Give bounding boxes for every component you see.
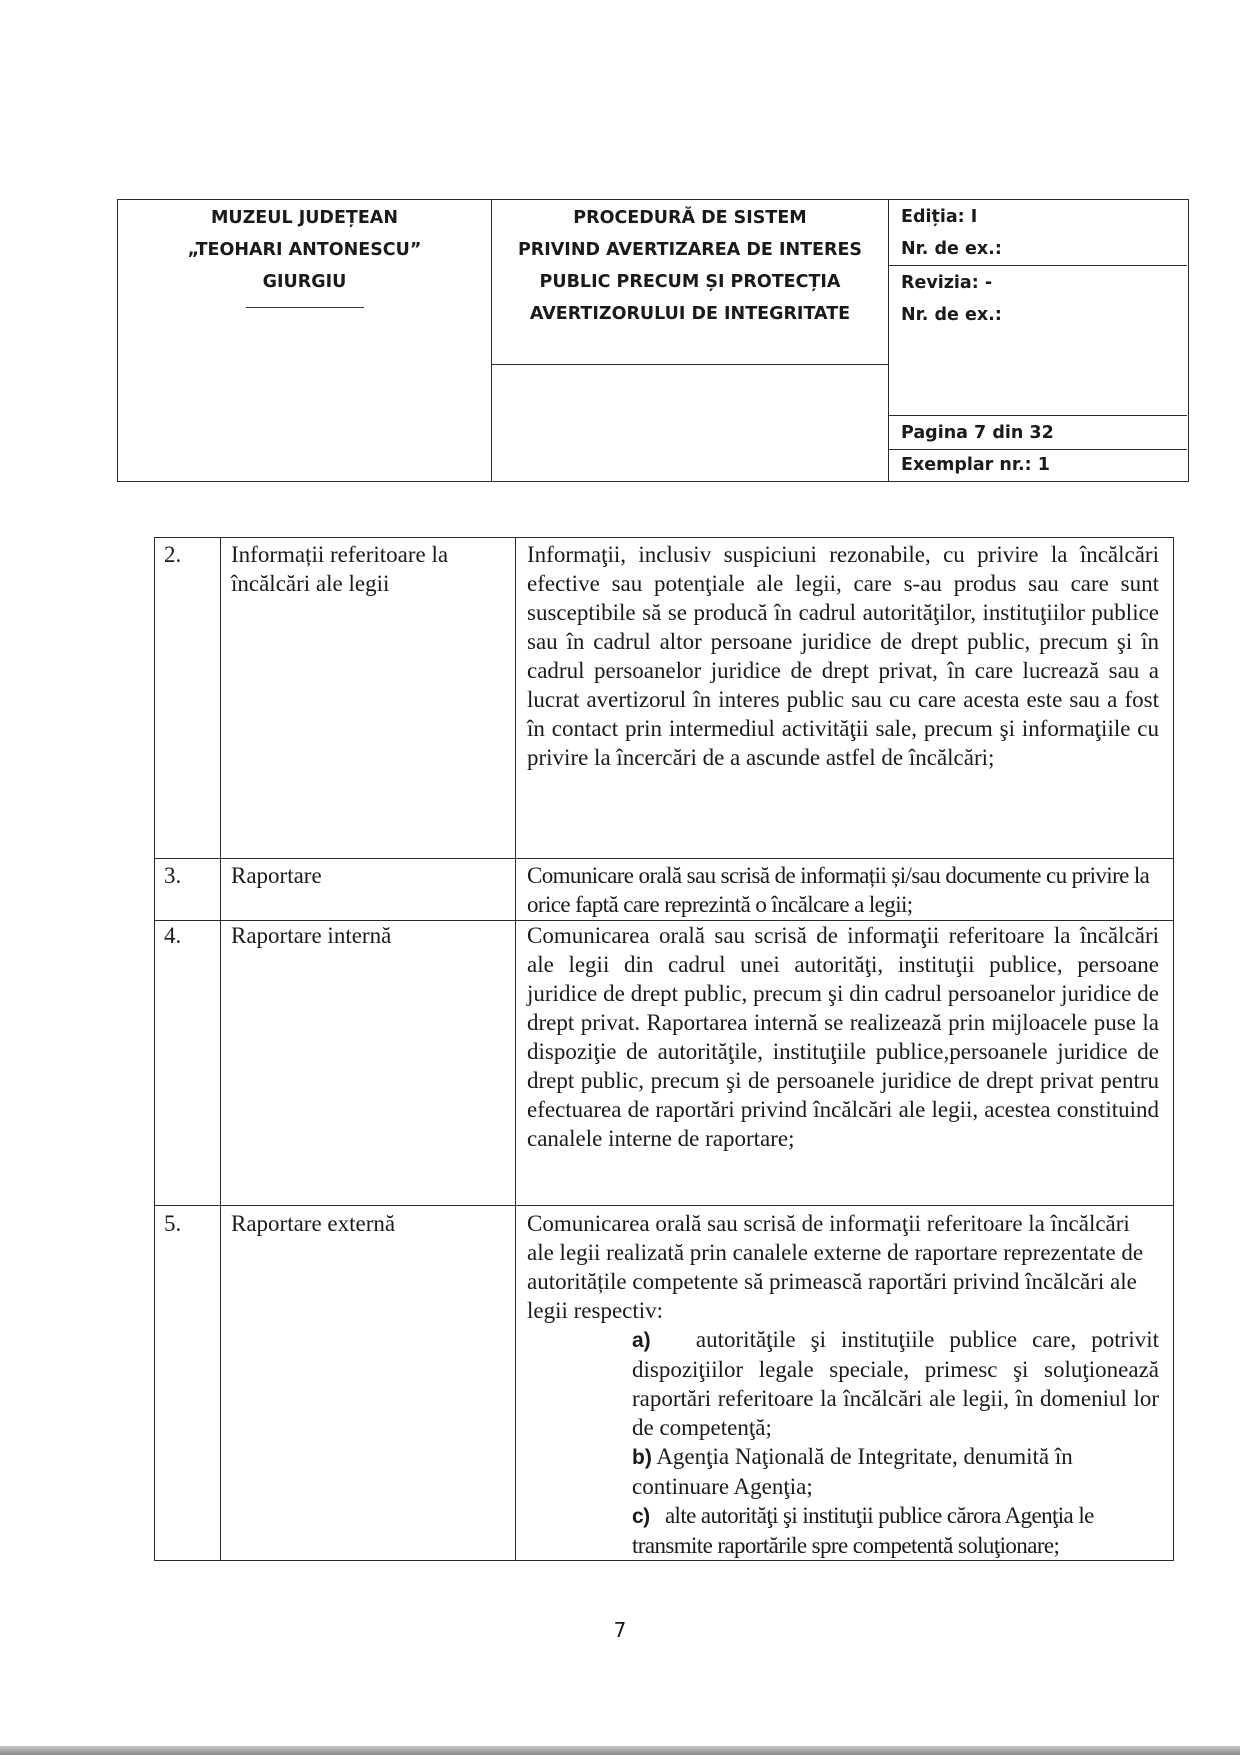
row-number: 5. (155, 1206, 221, 1561)
list-item-text: alte autorităţi şi instituţii publice cărora Agenţia le transmite raportările spre competentă soluţionare; (632, 1503, 1094, 1558)
list-item (632, 1442, 1159, 1501)
list-item-label: a) (632, 1329, 651, 1352)
term-cell: Raportare internă (221, 921, 516, 1206)
procedure-title-line-4: AVERTIZORULUI DE INTEGRITATE (529, 304, 851, 324)
list-item (632, 1501, 1159, 1560)
copies-label-2: Nr. de ex.: (901, 305, 1002, 325)
signature-line (246, 307, 364, 308)
list-item-text: Agenţia Naţională de Integritate, denumită în continuare Agenţia; (632, 1444, 1073, 1499)
page-count-label: Pagina 7 din 32 (889, 416, 1187, 450)
procedure-title-line-1: PROCEDURĂ DE SISTEM (573, 208, 807, 228)
definition-intro: Comunicarea orală sau scrisă de informaţii referitoare la încălcări ale legii realizată prin canalele externe de raportare reprezentate de autoritățile competente să primească raportări privind încălcări ale legii respectiv: (527, 1211, 1144, 1323)
page-edge (0, 1746, 1240, 1755)
table-row (155, 921, 1174, 1206)
procedure-title-line-3: PUBLIC PRECUM ȘI PROTECȚIA (539, 272, 841, 292)
definition-cell: Informaţii, inclusiv suspiciuni rezonabile, cu privire la încălcări efective sau potenţiale ale legii, care s-au produs sau care sunt susceptibile să se producă în cadrul autorităţilor, instituţiilor publice sau în cadrul altor persoane juridice de drept public, precum şi în cadrul persoanelor juridice de drept privat, în care lucrează sau a lucrat avertizorul în interes public sau cu care acesta este sau a fost în contact prin intermediul activităţii sale, precum şi informaţiile cu privire la încercări de a ascunde astfel de încălcări; (516, 538, 1174, 859)
term-cell: Informații referitoare la încălcări ale legii (221, 538, 516, 859)
page-number: 7 (613, 1618, 627, 1642)
row-number: 4. (155, 921, 221, 1206)
table-row (155, 859, 1174, 921)
definition-cell (516, 1206, 1174, 1561)
copy-number-label: Exemplar nr.: 1 (901, 455, 1050, 475)
procedure-title-line-2: PRIVIND AVERTIZAREA DE INTERES (517, 240, 863, 260)
definition-cell: Comunicarea orală sau scrisă de informaţii referitoare la încălcări ale legii din cadrul unei autorităţi, instituţii publice, persoane juridice de drept public, precum şi din cadrul persoanelor juridice de drept privat. Raportarea internă se realizează prin mijloacele puse la dispoziţie de autorităţile, instituţiile publice,persoanele juridice de drept public, precum şi de persoanele juridice de drept privat pentru efectuarea de raportări privind încălcări ale legii, acestea constituind canalele interne de raportare; (516, 921, 1174, 1206)
term-cell: Raportare externă (221, 1206, 516, 1561)
definitions-table (154, 537, 1174, 1561)
list-item-text: autorităţile şi instituţiile publice care, potrivit dispoziţiilor legale speciale, primesc şi soluţionează raportări referitoare la încălcări ale legii, în domeniul lor de competenţă; (632, 1327, 1160, 1440)
revision-label: Revizia: - (901, 273, 993, 293)
row-number: 2. (155, 538, 221, 859)
document-meta-cell (889, 200, 1187, 481)
edition-label: Ediția: I (901, 207, 978, 227)
institution-cell (118, 200, 492, 481)
term-cell: Raportare (221, 859, 516, 921)
row-number: 3. (155, 859, 221, 921)
table-row (155, 1206, 1174, 1561)
list-item-label: b) (632, 1446, 652, 1469)
document-header-table (117, 199, 1189, 482)
institution-subname: „TEOHARI ANTONESCU” (187, 240, 422, 260)
institution-name: MUZEUL JUDEȚEAN (210, 208, 398, 228)
table-row (155, 538, 1174, 859)
institution-city: GIURGIU (262, 272, 347, 292)
procedure-title-cell (492, 200, 889, 481)
list-item (632, 1325, 1159, 1442)
list-item-label: c) (632, 1505, 650, 1528)
definition-cell: Comunicare orală sau scrisă de informații și/sau documente cu privire la orice faptă care reprezintă o încălcare a legii; (516, 859, 1174, 921)
copies-label-1: Nr. de ex.: (901, 239, 1002, 259)
